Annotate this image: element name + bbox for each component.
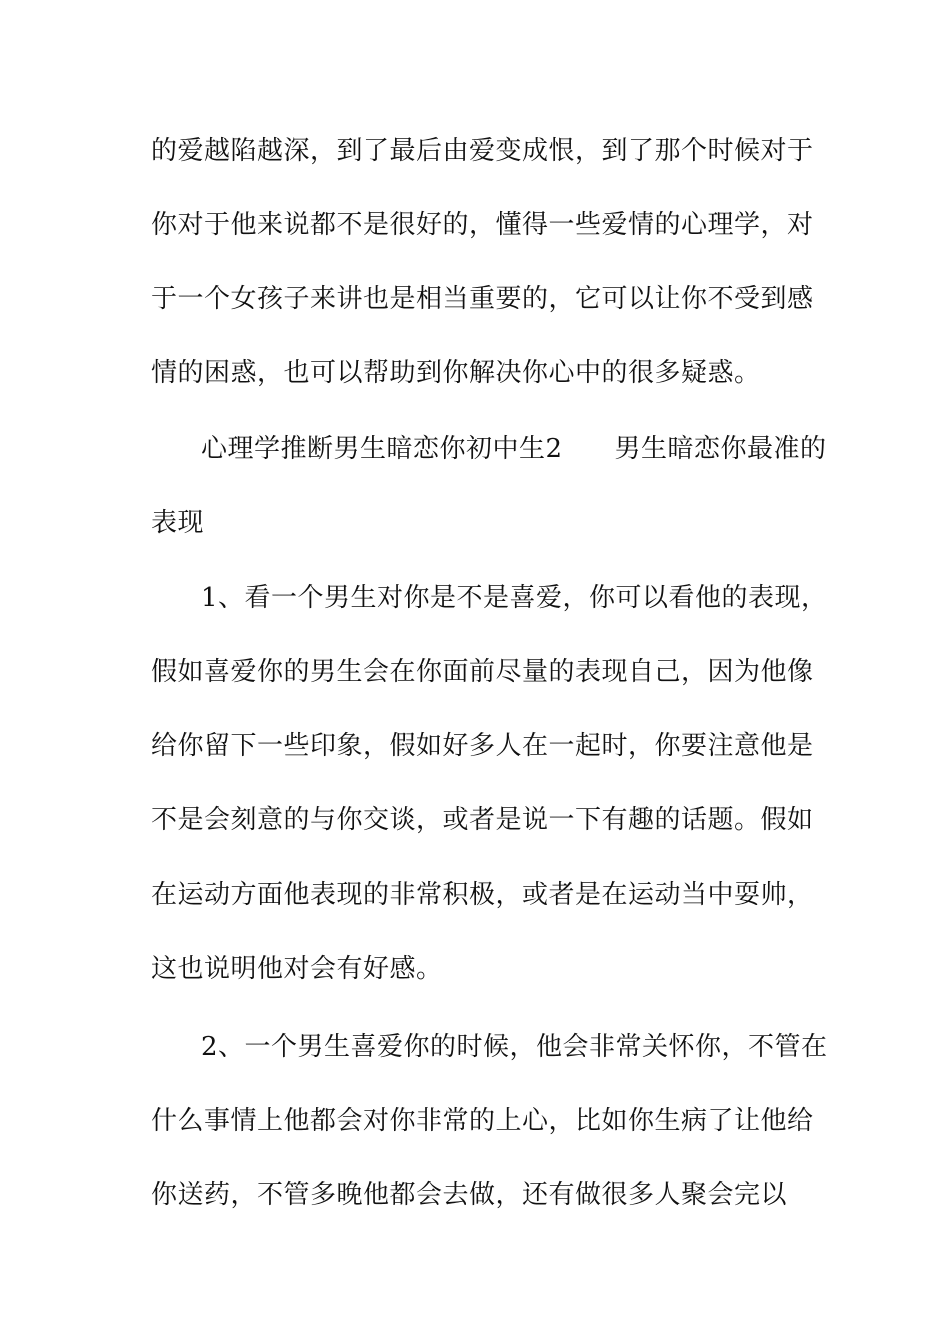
point-1-line: 1、看一个男生对你是不是喜爱，你可以看他的表现， — [201, 583, 828, 613]
paragraph-line: 你对于他来说都不是很好的，懂得一些爱情的心理学，对 — [151, 210, 814, 240]
heading-title: 心理学推断男生暗恋你初中生2 — [201, 434, 563, 464]
paragraph-line: 情的困惑，也可以帮助到你解决你心中的很多疑惑。 — [151, 358, 761, 388]
paragraph-line: 的爱越陷越深，到了最后由爱变成恨，到了那个时候对于 — [151, 136, 814, 166]
section-heading-continued: 表现 — [151, 508, 205, 538]
heading-subtitle: 男生暗恋你最准的 — [614, 434, 827, 464]
point-2-line: 你送药，不管多晚他都会去做，还有做很多人聚会完以 — [151, 1180, 788, 1210]
point-1-line: 假如喜爱你的男生会在你面前尽量的表现自己，因为他像 — [151, 657, 814, 687]
section-heading — [201, 429, 861, 469]
point-1-line: 在运动方面他表现的非常积极，或者是在运动当中耍帅， — [151, 880, 814, 910]
point-1-line: 这也说明他对会有好感。 — [151, 954, 443, 984]
point-2-line: 2、一个男生喜爱你的时候，他会非常关怀你，不管在 — [201, 1032, 828, 1062]
point-2-line: 什么事情上他都会对你非常的上心，比如你生病了让他给 — [151, 1106, 814, 1136]
point-1-line: 给你留下一些印象，假如好多人在一起时，你要注意他是 — [151, 731, 814, 761]
point-1-line: 不是会刻意的与你交谈，或者是说一下有趣的话题。假如 — [151, 805, 814, 835]
paragraph-line: 于一个女孩子来讲也是相当重要的，它可以让你不受到感 — [151, 284, 814, 314]
